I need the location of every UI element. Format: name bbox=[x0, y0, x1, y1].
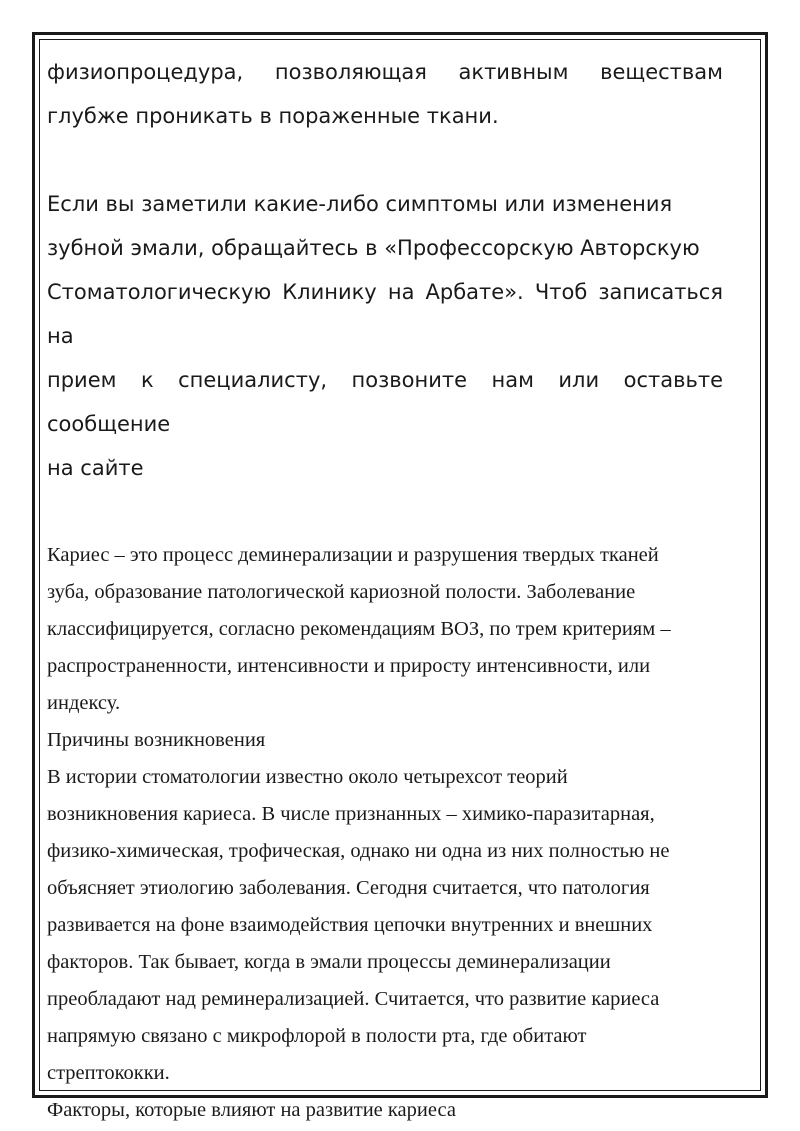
caries-line: Кариес – это процесс деминерализации и разрушения твердых тканей bbox=[47, 544, 659, 566]
causes-line: напрямую связано с микрофлорой в полости рта, где обитают bbox=[47, 1025, 587, 1047]
causes-line: преобладают над реминерализацией. Считается, что развитие кариеса bbox=[47, 988, 660, 1010]
heading-causes: Причины возникновения bbox=[47, 729, 266, 751]
paragraph-contact bbox=[47, 182, 723, 490]
contact-line: зубной эмали, обращайтесь в «Профессорскую Авторскую bbox=[47, 236, 700, 260]
contact-line: прием к специалисту, позвоните нам или оставьте сообщение bbox=[47, 368, 723, 436]
heading-factors: Факторы, которые влияют на развитие кариеса bbox=[47, 1099, 456, 1121]
causes-line: физико-химическая, трофическая, однако ни одна из них полностью не bbox=[47, 840, 670, 862]
paragraph-procedure: физиопроцедура, позволяющая активным веществам глубже проникать в пораженные ткани. bbox=[47, 60, 723, 128]
caries-line: зуба, образование патологической кариозной полости. Заболевание bbox=[47, 581, 636, 603]
causes-line: В истории стоматологии известно около четырехсот теорий bbox=[47, 766, 568, 788]
causes-line: развивается на фоне взаимодействия цепочки внутренних и внешних bbox=[47, 914, 653, 936]
contact-line: Стоматологическую Клинику на Арбате». Чтоб записаться на bbox=[47, 280, 723, 348]
caries-line: классифицируется, согласно рекомендациям ВОЗ, по трем критериям – bbox=[47, 618, 671, 640]
caries-line: индексу. bbox=[47, 692, 121, 714]
contact-line: на сайте bbox=[47, 456, 144, 480]
paragraph-spacer bbox=[47, 138, 723, 182]
caries-line: распространенности, интенсивности и приросту интенсивности, или bbox=[47, 655, 651, 677]
caries-section bbox=[47, 534, 723, 1129]
causes-line: факторов. Так бывает, когда в эмали процессы деминерализации bbox=[47, 951, 611, 973]
causes-line: стрептококки. bbox=[47, 1062, 170, 1084]
contact-line: Если вы заметили какие-либо симптомы или изменения bbox=[47, 192, 673, 216]
causes-line: возникновения кариеса. В числе признанных – химико-паразитарная, bbox=[47, 803, 655, 825]
document-body bbox=[47, 50, 723, 1129]
section-spacer bbox=[47, 490, 723, 534]
causes-line: объясняет этиологию заболевания. Сегодня считается, что патология bbox=[47, 877, 650, 899]
